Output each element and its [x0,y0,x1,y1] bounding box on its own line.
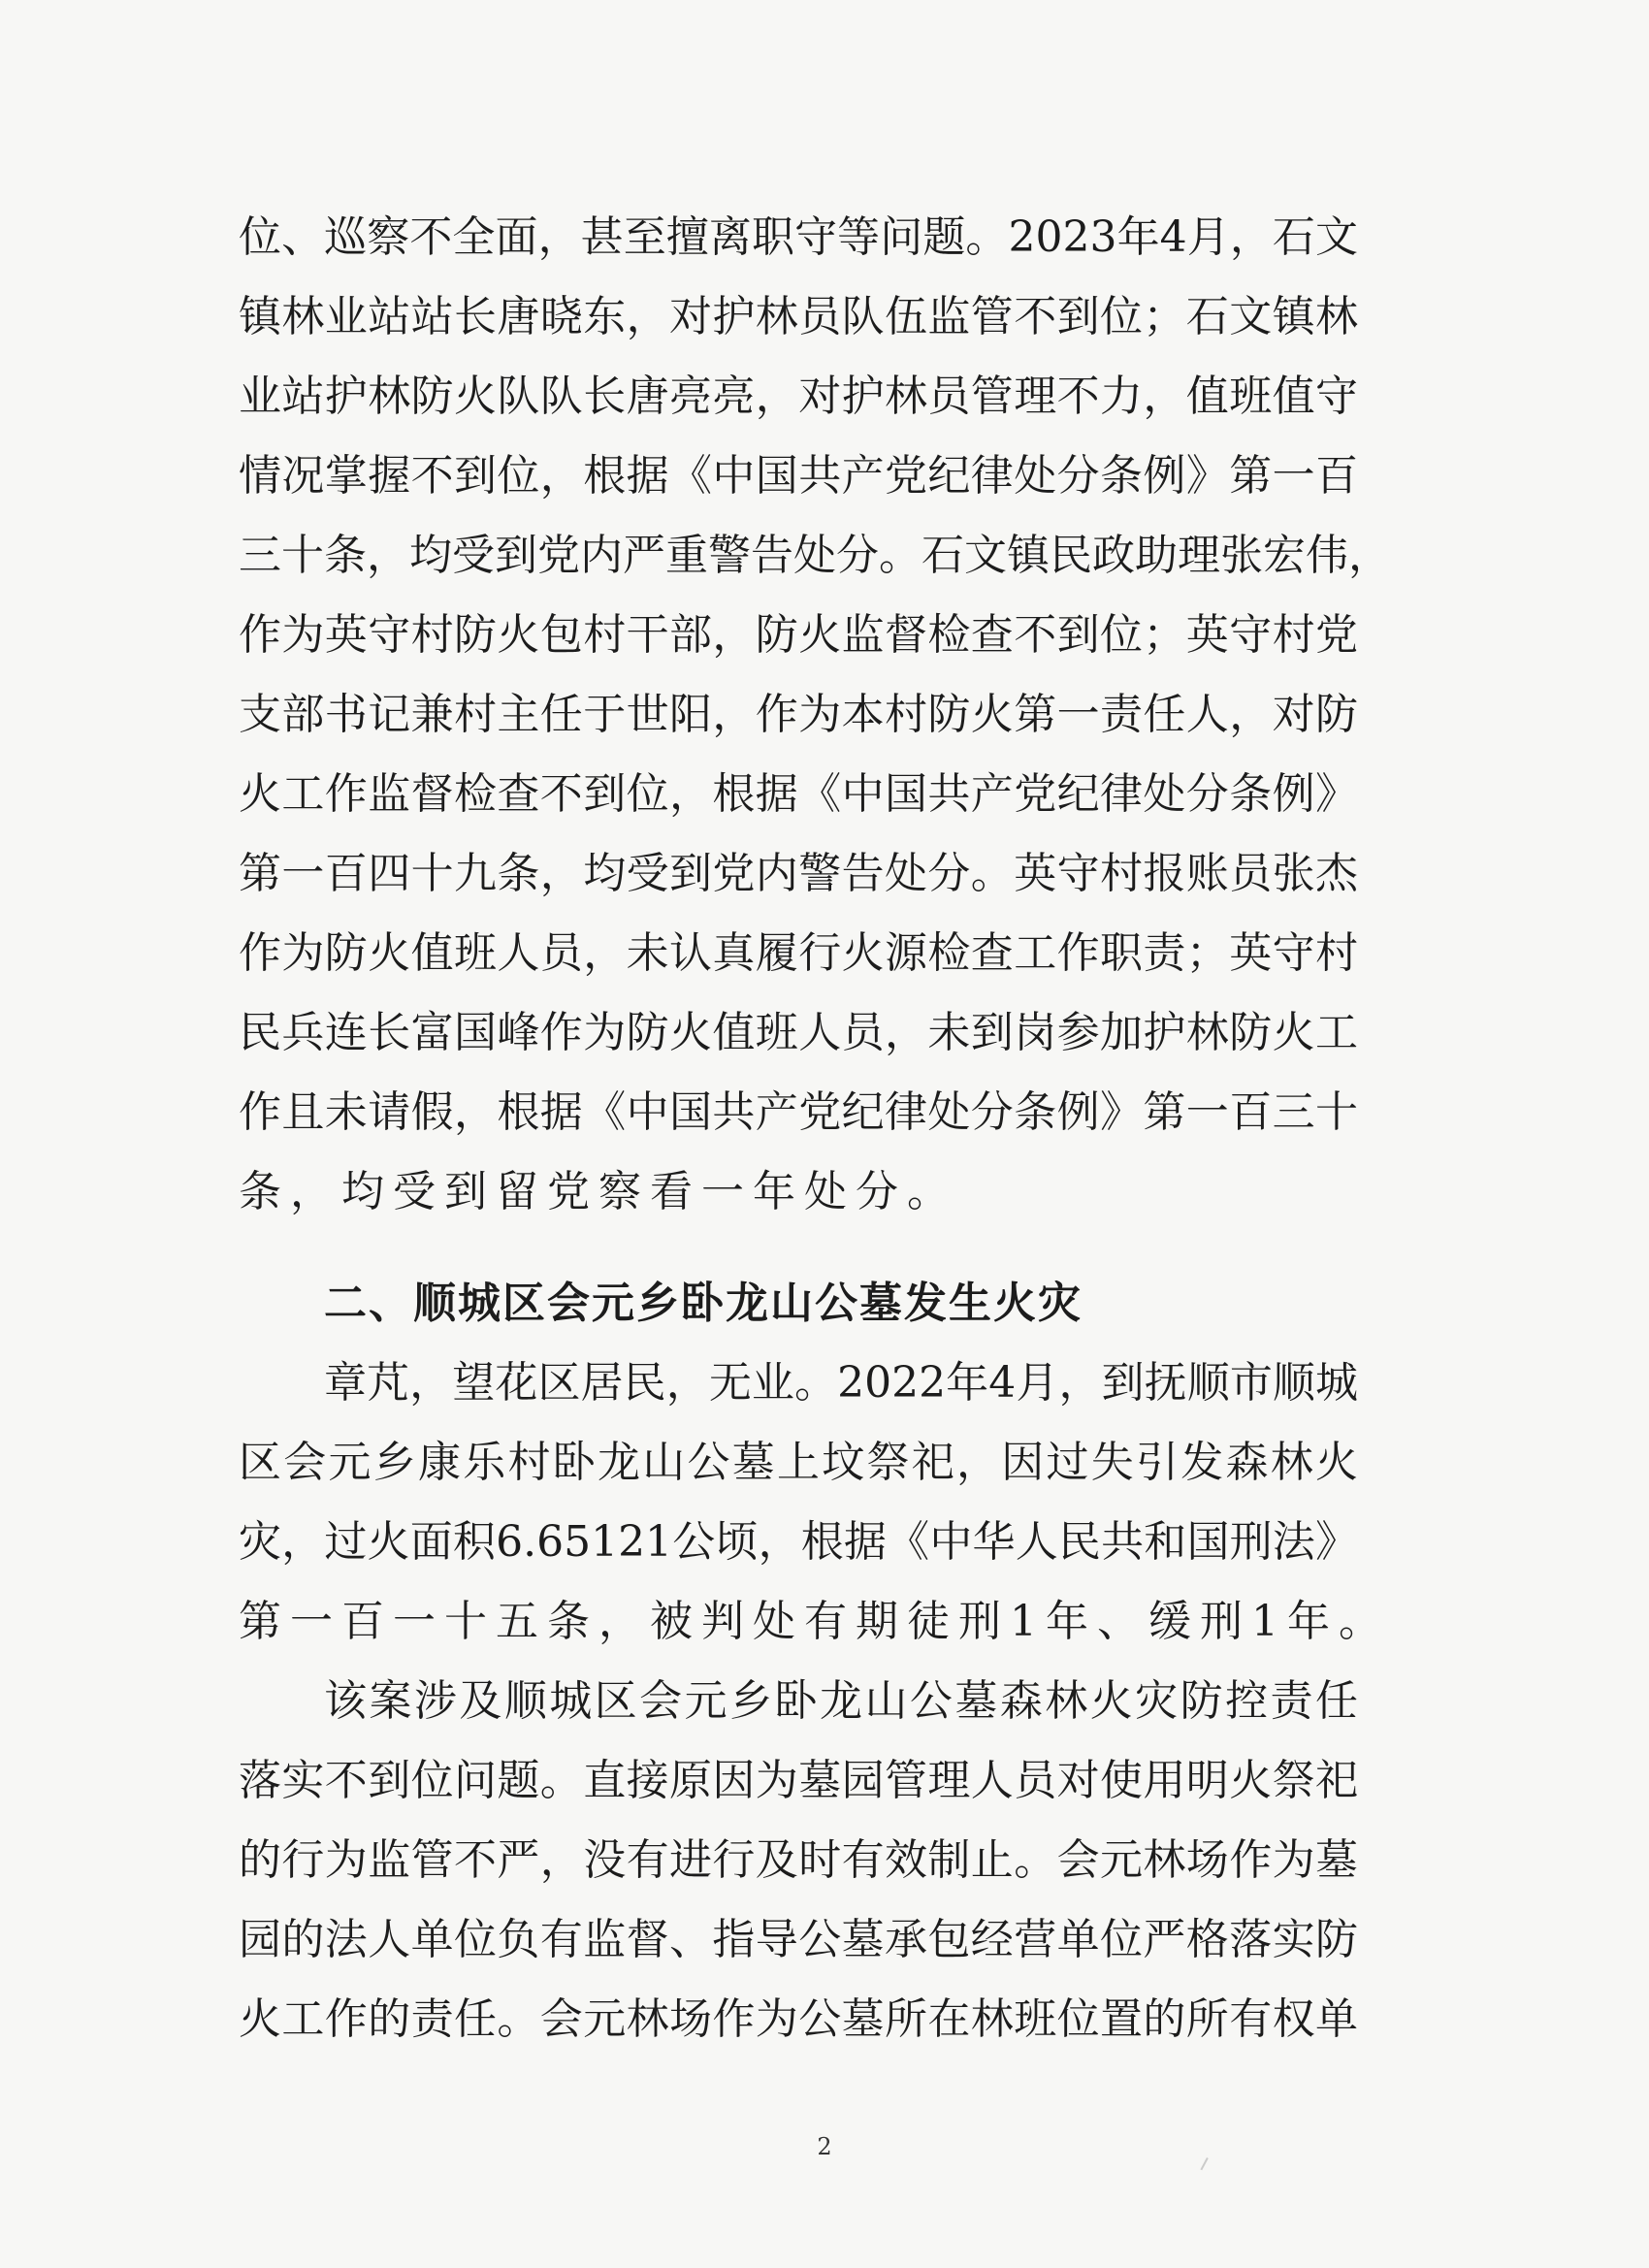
text-line: 第一百四十九条，均受到党内警告处分。英守村报账员张杰 [239,849,1358,898]
page-number: 2 [817,2133,832,2160]
text-line: 园的法人单位负有监督、指导公墓承包经营单位严格落实防 [239,1915,1358,1964]
text-line: 的行为监管不严，没有进行及时有效制止。会元林场作为墓 [239,1835,1358,1885]
section-heading: 二、顺城区会元乡卧龙山公墓发生火灾 [324,1279,1083,1328]
text-line: 支部书记兼村主任于世阳，作为本村防火第一责任人，对防 [239,690,1358,739]
text-line: 镇林业站站长唐晓东，对护林员队伍监管不到位；石文镇林 [239,292,1358,341]
text-line: 条，均受到留党察看一年处分。 [239,1167,958,1216]
text-line: 第一百一十五条，被判处有期徒刑1年、缓刑1年。 [239,1597,1390,1646]
text-line: 作为英守村防火包村干部，防火监督检查不到位；英守村党 [239,610,1358,660]
text-line: 灾，过火面积6.65121公顷，根据《中华人民共和国刑法》 [239,1517,1358,1567]
text-line: 章芃，望花区居民，无业。2022年4月，到抚顺市顺城 [324,1358,1358,1408]
text-line: 落实不到位问题。直接原因为墓园管理人员对使用明火祭祀 [239,1756,1358,1805]
text-line: 业站护林防火队队长唐亮亮，对护林员管理不力，值班值守 [239,372,1358,421]
text-line: 作且未请假，根据《中国共产党纪律处分条例》第一百三十 [239,1087,1358,1137]
text-line: 火工作监督检查不到位，根据《中国共产党纪律处分条例》 [239,769,1358,819]
text-line: 火工作的责任。会元林场作为公墓所在林班位置的所有权单 [239,1994,1358,2044]
text-line: 该案涉及顺城区会元乡卧龙山公墓森林火灾防控责任 [324,1676,1358,1726]
text-line: 作为防火值班人员，未认真履行火源检查工作职责；英守村 [239,928,1358,978]
text-line: 情况掌握不到位，根据《中国共产党纪律处分条例》第一百 [239,451,1358,501]
text-line: 位、巡察不全面，甚至擅离职守等问题。2023年4月，石文 [239,212,1358,262]
scan-mark [1200,2157,1216,2175]
text-line: 区会元乡康乐村卧龙山公墓上坟祭祀，因过失引发森林火 [239,1438,1358,1487]
text-line: 民兵连长富国峰作为防火值班人员，未到岗参加护林防火工 [239,1008,1358,1057]
text-line: 三十条，均受到党内严重警告处分。石文镇民政助理张宏伟， [239,531,1391,580]
